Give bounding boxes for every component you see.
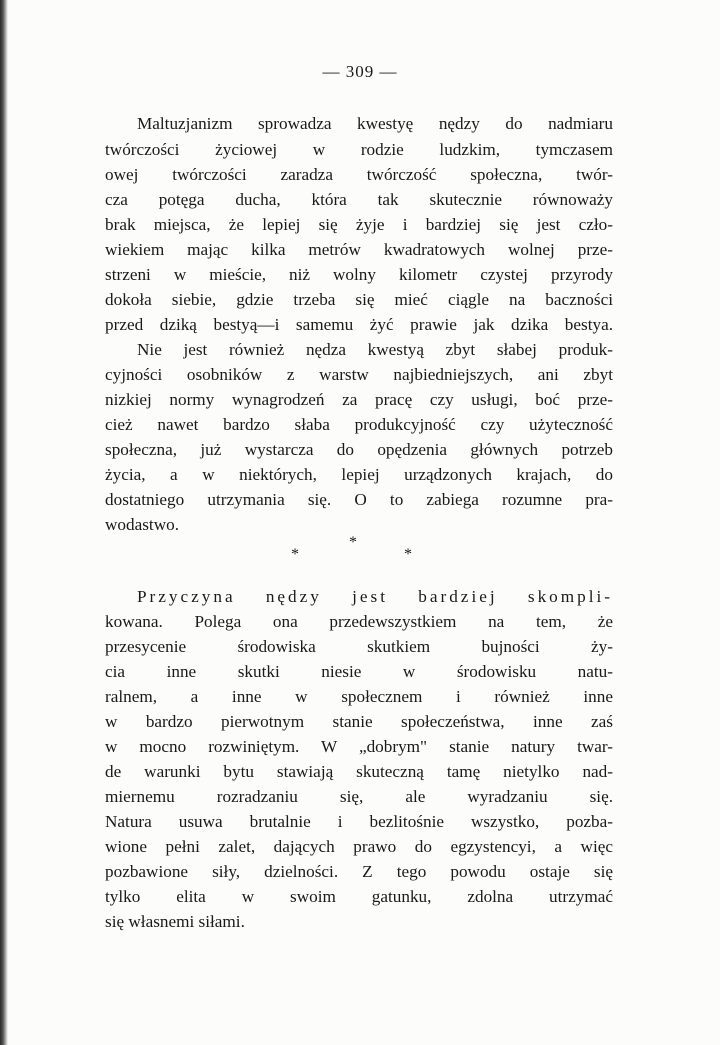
- text-line: Przyczyna nędzy jest bardziej skompli-: [137, 587, 613, 606]
- text-line: dokoła siebie, gdzie trzeba się mieć ciągle na baczności: [105, 290, 613, 309]
- text-line: twórczości życiowej w rodzie ludzkim, tymczasem: [105, 140, 613, 159]
- separator-star-left: *: [291, 546, 299, 563]
- text-line: wione pełni zalet, dających prawo do egzystencyi, a więc: [105, 837, 613, 856]
- text-line: dostatniego utrzymania się. O to zabiega rozumne pra-: [105, 490, 613, 509]
- text-line: kowana. Polega ona przedewszystkiem na tem, że: [105, 612, 613, 631]
- text-line: przed dziką bestyą—i samemu żyć prawie jak dzika bestya.: [105, 315, 613, 334]
- text-line: wiekiem mając kilka metrów kwadratowych wolnej prze-: [105, 240, 613, 259]
- text-line: w bardzo pierwotnym stanie społeczeństwa, inne zaś: [105, 712, 613, 731]
- text-line: cież nawet bardzo słaba produkcyjność czy użyteczność: [105, 415, 613, 434]
- text-line: miernemu rozradzaniu się, ale wyradzaniu się.: [105, 787, 613, 806]
- text-line: Natura usuwa brutalnie i bezlitośnie wszystko, pozba-: [105, 812, 613, 831]
- text-line: wodastwo.: [105, 515, 179, 534]
- text-line: Nie jest również nędza kwestyą zbyt słabej produk-: [137, 340, 613, 359]
- text-line: życia, a w niektórych, lepiej urządzonych krajach, do: [105, 465, 613, 484]
- text-line: społeczna, już wystarcza do opędzenia głównych potrzeb: [105, 440, 613, 459]
- text-line: brak miejsca, że lepiej się żyje i bardziej się jest czło-: [105, 215, 613, 234]
- separator-star-top: *: [349, 534, 357, 551]
- text-line: owej twórczości zaradza twórczość społeczna, twór-: [105, 165, 613, 184]
- text-line: przesycenie środowiska skutkiem bujności ży-: [105, 637, 613, 656]
- text-line: nizkiej normy wynagrodzeń za pracę czy usługi, boć prze-: [105, 390, 613, 409]
- text-line: cza potęga ducha, która tak skutecznie równoważy: [105, 190, 613, 209]
- text-line: strzeni w mieście, niż wolny kilometr czystej przyrody: [105, 265, 613, 284]
- page-number: — 309 —: [322, 62, 398, 81]
- text-line: de warunki bytu stawiają skuteczną tamę nietylko nad-: [105, 762, 613, 781]
- text-line: pozbawione siły, dzielności. Z tego powodu ostaje się: [105, 862, 613, 881]
- text-line: w mocno rozwiniętym. W „dobrym" stanie natury twar-: [105, 737, 613, 756]
- text-line: cyjności osobników z warstw najbiedniejszych, ani zbyt: [105, 365, 613, 384]
- separator-star-right: *: [404, 546, 412, 563]
- text-line: cia inne skutki niesie w środowisku natu-: [105, 662, 613, 681]
- text-line: Maltuzjanizm sprowadza kwestyę nędzy do nadmiaru: [137, 114, 613, 133]
- text-line: ralnem, a inne w społecznem i również inne: [105, 687, 613, 706]
- text-line: się własnemi siłami.: [105, 912, 245, 931]
- scan-binding-edge: [0, 0, 8, 1045]
- text-line: tylko elita w swoim gatunku, zdolna utrzymać: [105, 887, 613, 906]
